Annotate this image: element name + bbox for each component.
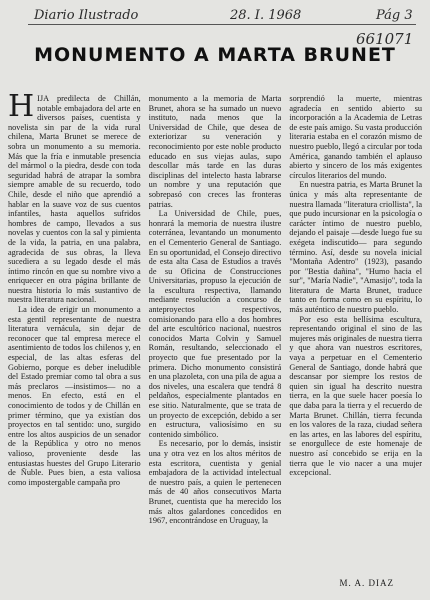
note-page: Pág 3 xyxy=(376,8,413,23)
paragraph: La Universidad de Chile, pues, honrará la memoria de nuestra ilustre coterránea, levantando un monumento en el Cementerio General de Santiago. En su oportunidad, el Consejo directivo de esta alta Casa de Estudios a través de su Oficina de Construcciones Universitarias, propuso la ejecución de la escultura respectiva, llamando mediante resolución a concurso de anteproyectos respectivos, comisionando para ello a dos hombres del arte escultórico nacional, nuestros conocidos Marta Colvin y Samuel Román, resultando, seleccionado el proyecto que fue presentado por la primera. Dicho monumento consistirá en una plazoleta, con una pila de agua a dos niveles, una escalera que tendrá 8 peldaños, especialmente plantados en ese sitio. Naturalmente, que se trata de un proyecto de excepción, debido a ser en estructura, valiosísimo en su contenido simbólico. xyxy=(148,209,282,439)
column-3 xyxy=(289,94,422,572)
paragraph: La idea de erigir un monumento a esta gentil representante de nuestra literatura vernácula, sin dejar de reconocer que tal empresa merece el asentimiento de todos los chilenos y, en especial, de las altas esferas del Gobierno, porque es deber ineludible del Estado premiar como tal obra a sus más preclaros —insistimos— no a menos. En efecto, está en el conocimiento de todos y de Chillán en primer término, que ya existían dos proyectos en tal sentido: uno, surgido entre los altos auspicios de un senador de la República y otro no menos valioso, proveniente desde las entusiastas huestes del Grupo Literario de Ñuble. Pues bien, a esta valiosa como impostergable campaña pro xyxy=(8,305,141,487)
paragraph: sorprendió la muerte, mientras agradecía en sentido abierto su incorporación a la Academia de Letras de este país amigo. Su vasta producción literaria estaba en el corazón mismo de nuestro pueblo, llegó a circular por toda América, ganando también el aplauso abierto y sincero de los más exigentes círculos literarios del mundo. xyxy=(289,94,423,180)
paragraph: Es necesario, por lo demás, insistir una y otra vez en los altos méritos de esta escritora, cuentista y genial embajadora de la actividad intelectual de nuestro país, a quien le pertenecen más de 40 años consecutivos Marta Brunet, cuentista que ha merecido los más altos galardones concedidos en 1967, encontrándose en Uruguay, la xyxy=(148,439,282,526)
article-headline: MONUMENTO A MARTA BRUNET xyxy=(34,44,396,66)
note-date: 28. I. 1968 xyxy=(230,8,302,23)
paragraph: monumento a la memoria de Marta Brunet, ahora se ha sumado un nuevo instituto, nada menos que la Universidad de Chile, que desea de exteriorizar su veneración y reconocimiento por este noble producto educado en sus viejas aulas, supo descollar más tarde en las duras disciplinas del intelecto hasta labrarse un nombre y una reputación que sobrepasó con creces las fronteras patrias. xyxy=(148,94,282,209)
article-body xyxy=(8,94,422,572)
note-underline xyxy=(28,24,416,25)
handwritten-note xyxy=(8,6,422,28)
column-2 xyxy=(149,94,282,572)
paragraph: En nuestra patria, es Marta Brunet la única y más alta representante de nuestra llamada "literatura criollista", la que pudo incursionar en la psicología o carácter íntimo de nuestro pueblo, dejando el paisaje —desde luego fue su exégeta indiscutido— para segundo término. Así, desde su novela inicial "Montaña Adentro" (1923), pasando por "Bestia dañina", "Humo hacia el sur", "María Nadie", "Amasijo", toda la literatura de Marta Brunet, traduce tanto en forma como en su espíritu, lo más auténtico de nuestro pueblo. xyxy=(289,180,423,315)
drop-cap: H xyxy=(8,94,35,124)
note-source: Diario Ilustrado xyxy=(34,8,139,23)
catalog-number: 661071 xyxy=(356,30,414,48)
paragraph: Por eso esta bellísima escultura, representando original el sino de las mujeres más originales de nuestra tierra y que ahora van nuestros escritores, vaya a perpetuar en el Cementerio General de Santiago, donde habrá que descansar por siempre los restos de quien sin igual ha descrito nuestra tierra, en la que suele hacer poesía lo que daba para la tierra y el recuerdo de Marta Brunet. Chillán, tierra fecunda en los valores de la raza, ciudad señera en las artes, en las labores del espíritu, se enorgullece de este homenaje de nuestro así concebido se erija en la tierra que le vio nacer a una mujer excepcional. xyxy=(289,314,423,478)
author-signature: M. A. DIAZ xyxy=(339,578,394,588)
column-1 xyxy=(8,94,141,572)
paragraph: HIJA predilecta de Chillán, notable embajadora del arte en diversos países, cuentista y novelista sin par de la vida rural chilena, Marta Brunet se merece de sobra un monumento a su memoria. Más que la fría e inmutable presencia del mármol o la piedra, desde con toda seguridad habrá de atrapar la sombra siempre amable de su recuerdo, todo Chile, desde el niño que aprendió a hablar en la suave voz de sus cuentos infantiles, hasta aquellos sufridos hombres de campo, llevados a sus novelas y cuentos con la sal y pimienta de la vida, la patria, en una palabra, agradecida de sus obras, la lleva sucediera a su legado desde el más íntimo rincón en que su nombre vivo a enriquecer en otra página brillante de nuestra historia lo más sustantivo de nuestra literatura nacional. xyxy=(8,94,141,305)
